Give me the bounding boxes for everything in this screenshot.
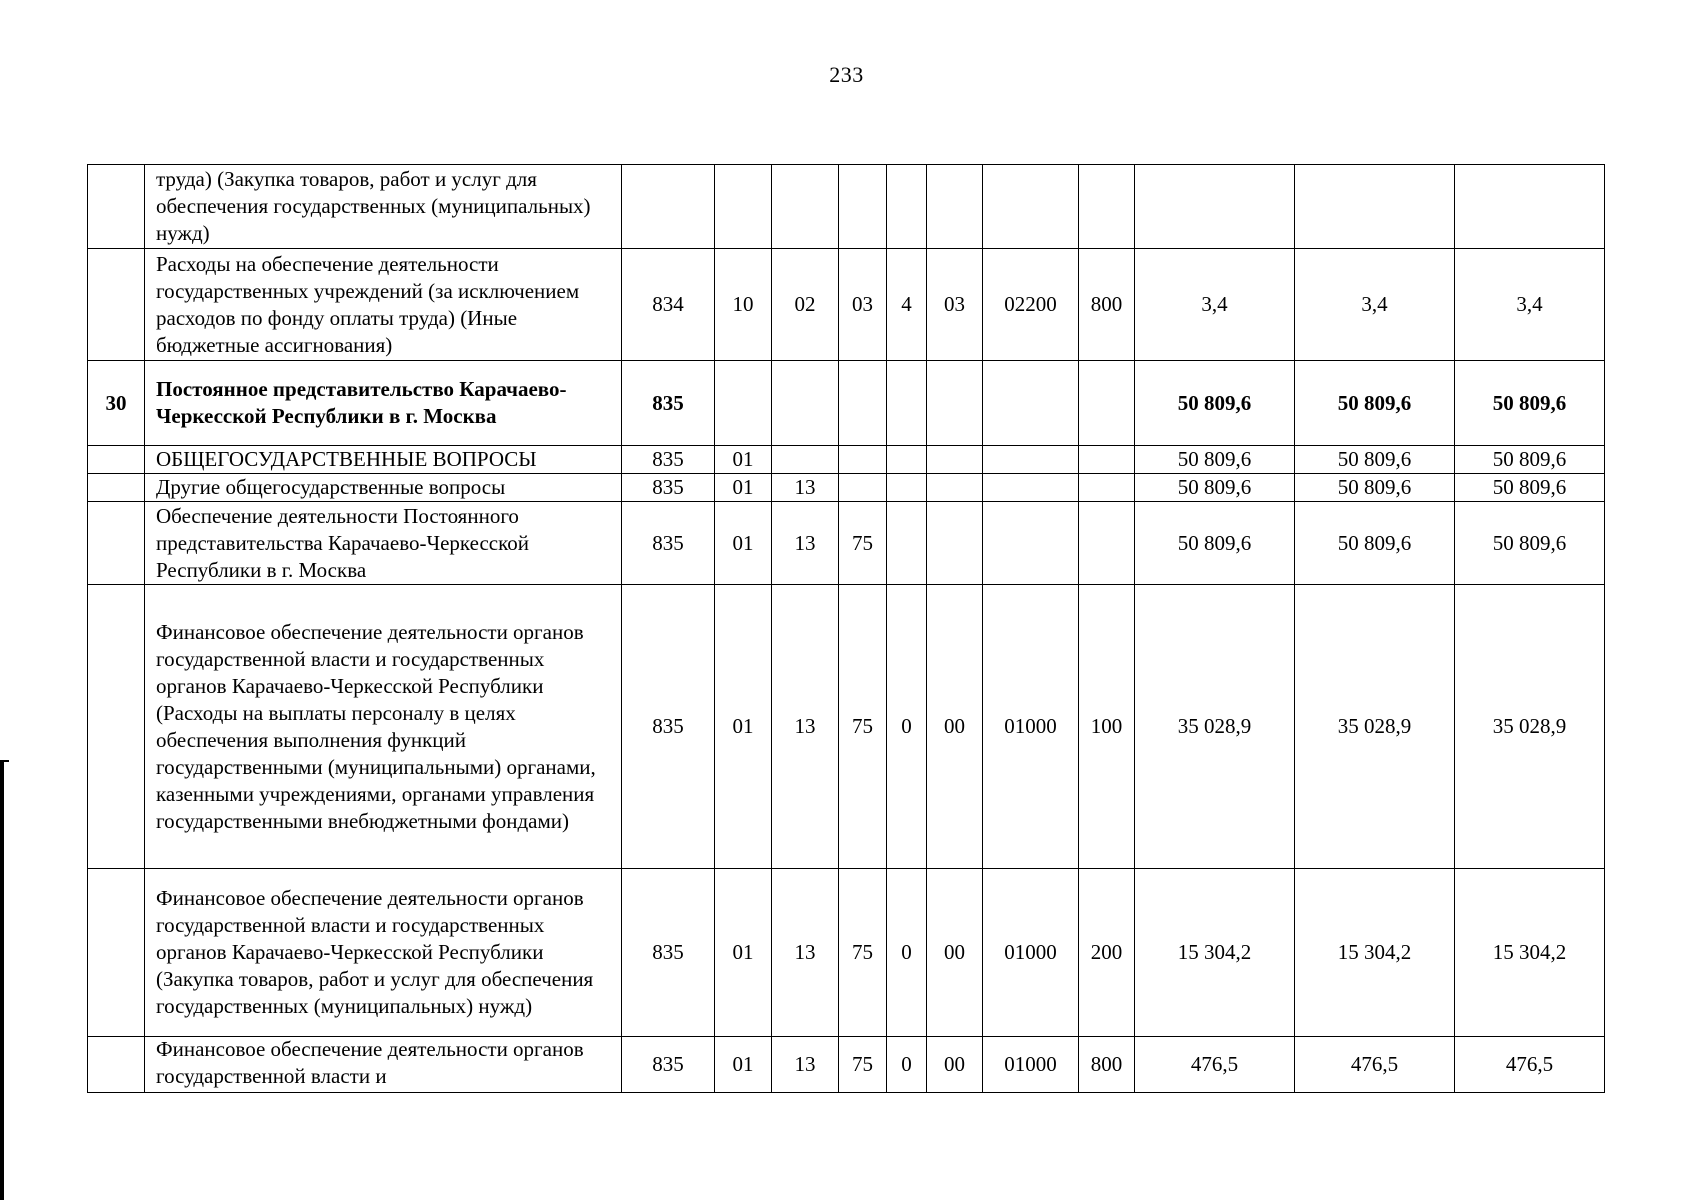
row-number-cell (88, 1037, 145, 1093)
row-name-cell (145, 585, 622, 869)
section-code-cell: 01 (715, 585, 772, 869)
target-subprogram-cell: 0 (887, 585, 927, 869)
target-subprogram-cell (887, 361, 927, 446)
amount-year1-cell: 35 028,9 (1135, 585, 1295, 869)
amount-year3-cell: 50 809,6 (1455, 502, 1605, 585)
target-event-cell (927, 165, 983, 249)
amount-year2-cell: 3,4 (1295, 249, 1455, 361)
row-number-cell (88, 502, 145, 585)
target-event-cell (927, 361, 983, 446)
target-program-cell: 75 (839, 869, 887, 1037)
row-name-text: Финансовое обеспечение деятельности органов государственной власти и (156, 1037, 584, 1088)
subsection-code-cell (772, 165, 839, 249)
row-name-text: Другие общегосударственные вопросы (156, 475, 506, 499)
scan-edge-mark (0, 760, 4, 1200)
amount-year2-cell: 50 809,6 (1295, 446, 1455, 474)
subsection-code-cell: 13 (772, 502, 839, 585)
table-row (88, 249, 1605, 361)
expense-type-cell (1079, 361, 1135, 446)
target-subprogram-cell (887, 446, 927, 474)
row-number-cell (88, 446, 145, 474)
amount-year3-cell (1455, 165, 1605, 249)
table-row (88, 361, 1605, 446)
row-name-cell (145, 1037, 622, 1093)
budget-table (87, 164, 1605, 1093)
target-program-cell: 03 (839, 249, 887, 361)
table-row (88, 474, 1605, 502)
amount-year1-cell: 15 304,2 (1135, 869, 1295, 1037)
target-direction-cell (983, 446, 1079, 474)
subsection-code-cell: 13 (772, 1037, 839, 1093)
row-name-cell (145, 165, 622, 249)
grbs-code-cell: 835 (622, 1037, 715, 1093)
amount-year1-cell (1135, 165, 1295, 249)
section-code-cell: 01 (715, 474, 772, 502)
expense-type-cell (1079, 165, 1135, 249)
expense-type-cell: 200 (1079, 869, 1135, 1037)
row-name-text: Обеспечение деятельности Постоянного представительства Карачаево-Черкесской Республики в г. Москва (156, 503, 529, 582)
target-direction-cell: 02200 (983, 249, 1079, 361)
target-program-cell: 75 (839, 585, 887, 869)
grbs-code-cell: 835 (622, 446, 715, 474)
amount-year2-cell: 50 809,6 (1295, 502, 1455, 585)
expense-type-cell (1079, 502, 1135, 585)
amount-year1-cell: 50 809,6 (1135, 502, 1295, 585)
target-subprogram-cell (887, 165, 927, 249)
target-direction-cell: 01000 (983, 585, 1079, 869)
target-subprogram-cell: 0 (887, 869, 927, 1037)
row-name-text: Расходы на обеспечение деятельности государственных учреждений (за исключением расходов по фонду оплаты труда) (Иные бюджетные ассигнования) (156, 251, 580, 357)
subsection-code-cell: 02 (772, 249, 839, 361)
section-code-cell: 01 (715, 446, 772, 474)
grbs-code-cell (622, 165, 715, 249)
target-subprogram-cell (887, 502, 927, 585)
table-row (88, 502, 1605, 585)
target-event-cell (927, 474, 983, 502)
amount-year2-cell: 35 028,9 (1295, 585, 1455, 869)
row-number-cell: 30 (88, 361, 145, 446)
row-name-cell (145, 869, 622, 1037)
row-number-cell (88, 165, 145, 249)
expense-type-cell: 800 (1079, 249, 1135, 361)
target-direction-cell: 01000 (983, 1037, 1079, 1093)
target-program-cell (839, 446, 887, 474)
amount-year2-cell: 50 809,6 (1295, 474, 1455, 502)
table-row (88, 165, 1605, 249)
page-number: 233 (829, 62, 864, 87)
amount-year1-cell: 50 809,6 (1135, 446, 1295, 474)
row-name-text: ОБЩЕГОСУДАРСТВЕННЫЕ ВОПРОСЫ (156, 447, 537, 471)
row-name-cell (145, 474, 622, 502)
amount-year3-cell: 50 809,6 (1455, 361, 1605, 446)
target-event-cell: 00 (927, 585, 983, 869)
expense-type-cell: 100 (1079, 585, 1135, 869)
table-row (88, 446, 1605, 474)
target-subprogram-cell: 4 (887, 249, 927, 361)
expense-type-cell: 800 (1079, 1037, 1135, 1093)
grbs-code-cell: 835 (622, 474, 715, 502)
amount-year3-cell: 476,5 (1455, 1037, 1605, 1093)
amount-year1-cell: 3,4 (1135, 249, 1295, 361)
target-program-cell (839, 361, 887, 446)
row-name-cell (145, 361, 622, 446)
section-code-cell: 01 (715, 869, 772, 1037)
target-event-cell: 00 (927, 1037, 983, 1093)
amount-year2-cell: 50 809,6 (1295, 361, 1455, 446)
row-name-text: труда) (Закупка товаров, работ и услуг для обеспечения государственных (муниципальных) нужд) (156, 167, 591, 245)
target-program-cell: 75 (839, 502, 887, 585)
section-code-cell (715, 361, 772, 446)
row-number-cell (88, 585, 145, 869)
amount-year3-cell: 3,4 (1455, 249, 1605, 361)
row-number-cell (88, 869, 145, 1037)
section-code-cell: 10 (715, 249, 772, 361)
target-subprogram-cell: 0 (887, 1037, 927, 1093)
subsection-code-cell (772, 446, 839, 474)
subsection-code-cell: 13 (772, 585, 839, 869)
amount-year3-cell: 50 809,6 (1455, 446, 1605, 474)
amount-year2-cell: 15 304,2 (1295, 869, 1455, 1037)
amount-year1-cell: 476,5 (1135, 1037, 1295, 1093)
grbs-code-cell: 835 (622, 502, 715, 585)
row-name-text: Постоянное представительство Карачаево-Черкесской Республики в г. Москва (156, 377, 567, 428)
target-event-cell: 03 (927, 249, 983, 361)
expense-type-cell (1079, 446, 1135, 474)
target-program-cell: 75 (839, 1037, 887, 1093)
row-name-text: Финансовое обеспечение деятельности органов государственной власти и государственных органов Карачаево-Черкесской Республики (Расходы на выплаты персоналу в целях обеспечения выполнения функций государственными (муниципальными) органами, казенными учреждениями, органами управления государственными внебюджетными фондами) (156, 619, 596, 833)
target-direction-cell (983, 474, 1079, 502)
grbs-code-cell: 835 (622, 585, 715, 869)
row-name-cell (145, 446, 622, 474)
section-code-cell (715, 165, 772, 249)
section-code-cell: 01 (715, 502, 772, 585)
row-name-text: Финансовое обеспечение деятельности органов государственной власти и государственных органов Карачаево-Черкесской Республики (Закупка товаров, работ и услуг для обеспечения государственных (муниципальных) нужд) (156, 886, 594, 1018)
table-row (88, 869, 1605, 1037)
amount-year3-cell: 15 304,2 (1455, 869, 1605, 1037)
subsection-code-cell: 13 (772, 474, 839, 502)
amount-year2-cell (1295, 165, 1455, 249)
target-direction-cell (983, 502, 1079, 585)
scan-edge-tick (0, 760, 9, 762)
target-program-cell (839, 474, 887, 502)
target-program-cell (839, 165, 887, 249)
grbs-code-cell: 835 (622, 361, 715, 446)
table-row (88, 1037, 1605, 1093)
amount-year1-cell: 50 809,6 (1135, 474, 1295, 502)
grbs-code-cell: 834 (622, 249, 715, 361)
row-number-cell (88, 249, 145, 361)
subsection-code-cell: 13 (772, 869, 839, 1037)
section-code-cell: 01 (715, 1037, 772, 1093)
expense-type-cell (1079, 474, 1135, 502)
target-direction-cell: 01000 (983, 869, 1079, 1037)
amount-year3-cell: 35 028,9 (1455, 585, 1605, 869)
grbs-code-cell: 835 (622, 869, 715, 1037)
table-row (88, 585, 1605, 869)
target-event-cell: 00 (927, 869, 983, 1037)
amount-year2-cell: 476,5 (1295, 1037, 1455, 1093)
amount-year1-cell: 50 809,6 (1135, 361, 1295, 446)
target-direction-cell (983, 361, 1079, 446)
row-name-cell (145, 502, 622, 585)
amount-year3-cell: 50 809,6 (1455, 474, 1605, 502)
target-event-cell (927, 502, 983, 585)
row-number-cell (88, 474, 145, 502)
row-name-cell (145, 249, 622, 361)
target-direction-cell (983, 165, 1079, 249)
target-event-cell (927, 446, 983, 474)
subsection-code-cell (772, 361, 839, 446)
target-subprogram-cell (887, 474, 927, 502)
